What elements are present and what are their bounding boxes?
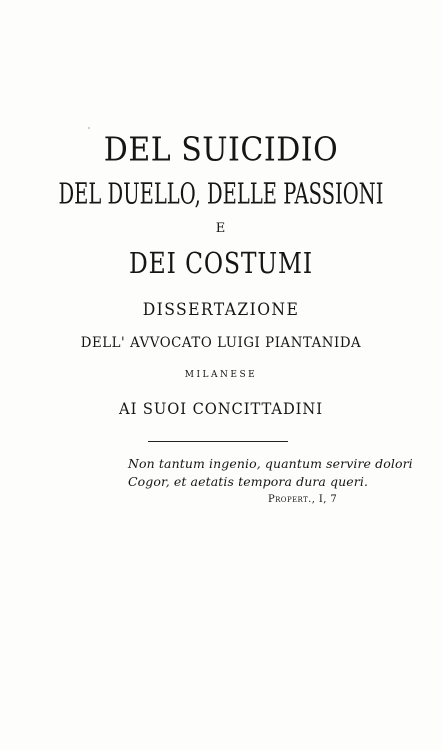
paper-speck [88, 127, 90, 129]
title-conjunction: E [215, 221, 227, 236]
epigraph-line-2: Cogor, et aetatis tempora dura queri. [128, 474, 369, 489]
dedication: AI SUOI CONCITTADINI [119, 399, 323, 418]
epigraph-citation: Propert., I, 7 [268, 494, 338, 505]
author-origin: MILANESE [184, 370, 258, 380]
main-title-line-3: DEI COSTUMI [128, 247, 314, 281]
main-title-line-2: DEL DUELLO, DELLE PASSIONI [58, 176, 384, 211]
main-title-line-1: DEL SUICIDIO [103, 131, 339, 170]
epigraph-line-1: Non tantum ingenio, quantum servire dolori [128, 456, 413, 471]
author-line: DELL' AVVOCATO LUIGI PIANTANIDA [80, 335, 362, 351]
subtitle: DISSERTAZIONE [142, 300, 300, 320]
divider-rule [148, 441, 288, 442]
